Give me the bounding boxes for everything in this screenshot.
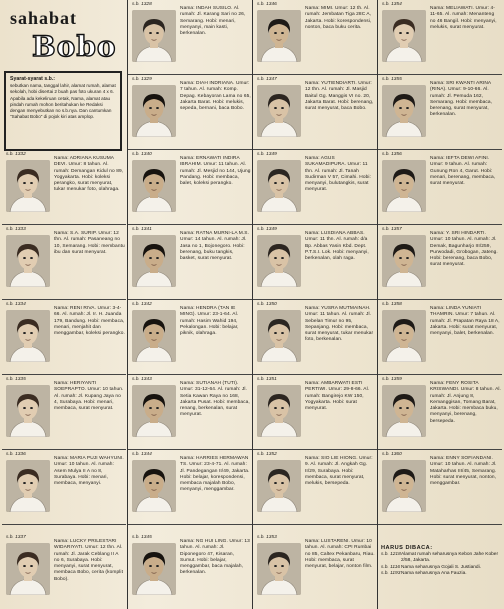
portrait-photo: [132, 385, 176, 437]
row-divider: [378, 224, 502, 225]
penpal-card: [378, 0, 502, 74]
correction-text: Nama seharusnya Gojali S. Justiandi.: [401, 564, 481, 570]
sb-number: s.b. 1352: [257, 452, 277, 457]
row-divider: [2, 449, 126, 450]
penpal-card: [253, 225, 377, 299]
sb-number: s.b. 1335: [6, 377, 26, 382]
row-divider: [128, 299, 252, 300]
penpal-details: Nama: ADRIANA KUSUMA DEVI. Umur: 8 tahun. Al. rumah: Demangan Kidul no 89, Yogyakarta. Hobi: koleksi perangko, surat menyurat, tukar menukar foto, olahraga.: [54, 156, 124, 193]
sb-number: s.b. 1349: [257, 152, 277, 157]
sb-number: s.b. 1341: [132, 227, 152, 232]
penpal-details: Nama: HERIYANTI SOEPRAPTO. Umur: 10 tahun. Al. rumah: Jl. Kupang Jaya no 4, Surabaya. Hobi: menari, membaca, surat menyurat.: [54, 381, 124, 412]
penpal-details: Nama: Y. SRI HINDARTI. Umur: 10 tahun. Al. rumah: Jl. Demak, Bagunharjo III/259, Purwodadi, Grobogan, Jateng. Hobi: berenang, baca Bobo, surat menyurat.: [430, 231, 498, 268]
penpal-details: Nama: IEFTA DEWI AFINI. Umur: 9 tahun. Al. rumah: Gunung Ron 4, Garut. Hobi: menari, berenang, membaca, surat menyurat.: [430, 156, 496, 187]
penpal-details: Nama: YUSRA MUTMAINAH. Umur: 11 tahun. Al. rumah: Jl. Sebelan Timur no 95, Sepanjang. Hobi: membaca, surat menyurat, tukar menukar foto, berkenalan.: [305, 306, 374, 343]
penpal-details: Nama: RENI RIVA. Umur: 3-4-66. Al. rumah: Jl. Ir. H. Juanda 179, Bandung. Hobi: membaca, menari, menjahit dan menggambar, koleksi perangko.: [54, 306, 125, 337]
penpal-details: Nama: LUSTARENI. Umur: 10 tahun. Al. rumah: CPI Rumbai no 85, Caltex Pekanbaru, Riau. Hobi: membaca, surat menyurat, belajar, nonton film.: [305, 539, 375, 570]
rules-box: [4, 71, 122, 151]
row-divider: [128, 374, 252, 375]
penpal-card: [128, 150, 252, 224]
correction-number: s.b. 1116: [381, 564, 401, 570]
portrait-photo-icon: [382, 85, 426, 137]
penpal-card: [378, 300, 502, 374]
penpal-card: [253, 150, 377, 224]
row-divider: [253, 224, 377, 225]
penpal-card: [128, 0, 252, 74]
row-divider: [2, 374, 126, 375]
portrait-photo: [6, 235, 50, 287]
penpal-card: [2, 225, 126, 299]
portrait-photo-icon: [382, 310, 426, 362]
row-divider: [253, 299, 377, 300]
portrait-photo: [132, 543, 176, 595]
sb-number: s.b. 1349: [257, 227, 277, 232]
sb-number: s.b. 1328: [132, 2, 152, 7]
row-divider: [2, 224, 126, 225]
penpal-card: [378, 450, 502, 524]
portrait-photo-icon: [382, 10, 426, 62]
portrait-photo-icon: [257, 310, 301, 362]
row-divider: [253, 74, 377, 75]
portrait-photo: [382, 385, 426, 437]
penpal-details: Nama: SIO LIE HIONG. Umur: 9. Al. rumah: Jl. Angkah Gg. II/29, Surabaya. Hobi: membaca, surat menyurat, melukis, bersepeda.: [305, 456, 373, 487]
sb-number: s.b. 1333: [6, 227, 26, 232]
portrait-photo: [132, 85, 176, 137]
penpal-card: [253, 533, 377, 607]
portrait-photo: [257, 235, 301, 287]
penpal-details: Nama: YUTIENDIARTI. Umur: 12 thn. Al. rumah: Jl. Masjid Baitul Gg. Manggis VI no. 20, Jakarta Barat. Hobi: berenang, surat menyurat, baca Bobo.: [305, 81, 374, 112]
portrait-photo-icon: [132, 10, 176, 62]
portrait-photo: [132, 160, 176, 212]
portrait-photo: [257, 10, 301, 62]
sb-number: s.b. 1356: [382, 152, 402, 157]
sb-number: s.b. 1345: [132, 535, 152, 540]
penpal-card: [253, 450, 377, 524]
row-divider: [378, 524, 502, 525]
harus-dibaca-box: [381, 545, 501, 607]
row-divider: [378, 74, 502, 75]
penpal-details: Nama: RATNA MURNI-LA M.S. Umur: 14 tahun. Al. rumah: Jl. Jasa no 1, Bojonegoro. Hobi: berenang, buku tangkis, basket, surat menyurat.: [180, 231, 250, 262]
portrait-photo: [6, 160, 50, 212]
portrait-photo-icon: [132, 310, 176, 362]
penpal-details: Nama: LUCKY PRILESTARI WIDARIYATI. Umur: 12 thn. Al. rumah: Jl. Jarak Ceblang II A no 6, Surabaya. Hobi: menyanyi, surat menyurat, membaca Bobo, cerita (komplit Bobo).: [54, 539, 124, 582]
sb-number: s.b. 1350: [257, 302, 277, 307]
portrait-photo-icon: [257, 10, 301, 62]
sb-number: s.b. 1334: [6, 302, 26, 307]
portrait-photo: [257, 543, 301, 595]
penpal-card: [253, 0, 377, 74]
penpal-card: [2, 450, 126, 524]
row-divider: [128, 524, 252, 525]
portrait-photo-icon: [132, 385, 176, 437]
row-divider: [128, 149, 252, 150]
row-divider: [2, 524, 126, 525]
portrait-photo-icon: [132, 460, 176, 512]
penpal-card: [378, 150, 502, 224]
row-divider: [128, 449, 252, 450]
penpal-details: Nama: AMBARWATI ESTI PERTIWI. Umur: 29-8-66. Al. rumah: Bangirejo KW 150, Yogyakarta. Hobi: surat menyurat.: [305, 381, 370, 412]
penpal-details: Nama: MIMI. Umur: 12 th. Al. rumah: Jembatan Tiga 28C A, Jakarta. Hobi: korespondensi, nonton, baca buku cerita.: [305, 6, 372, 30]
row-divider: [253, 374, 377, 375]
sb-number: s.b. 1360: [382, 452, 402, 457]
sb-number: s.b. 1343: [132, 377, 152, 382]
penpal-card: [378, 225, 502, 299]
portrait-photo: [257, 85, 301, 137]
penpal-details: Nama: SUTIANAH (TUTI). Umur: 31-12-64. Al. rumah: Jl. Setia Kawan Raya no 168, Jakarta Pusat. Hobi: membaca, renang, berkenalan, surat menyurat.: [180, 381, 250, 418]
sb-number: s.b. 1357: [382, 227, 402, 232]
row-divider: [378, 149, 502, 150]
row-divider: [253, 449, 377, 450]
portrait-photo: [382, 310, 426, 362]
portrait-photo-icon: [257, 235, 301, 287]
portrait-photo: [257, 310, 301, 362]
penpal-card: [128, 300, 252, 374]
portrait-photo-icon: [6, 310, 50, 362]
row-divider: [2, 299, 126, 300]
portrait-photo-icon: [6, 235, 50, 287]
portrait-photo: [382, 10, 426, 62]
portrait-photo: [257, 385, 301, 437]
penpal-details: Nama: ERNAWATI INDIRA IBRAHIM. Umur: 11 tahun. Al. rumah: Jl. Mesjid no 144, Ujung Pandang. Hobi: membaca, balet, koleksi perangko.: [180, 156, 251, 187]
portrait-photo-icon: [257, 385, 301, 437]
sb-number: s.b. 1358: [382, 302, 402, 307]
portrait-photo: [382, 235, 426, 287]
sb-number: s.b. 1351: [257, 377, 277, 382]
penpal-details: Nama: HENDRA (TAN IE MING). Umur: 23-1-64. Al. rumah: Hasim Wahid 194, Pekalongan. Hobi: belajar, piknik, olahraga.: [180, 306, 239, 337]
penpal-card: [2, 300, 126, 374]
penpal-details: Nama: S.A. SURIP. Umur: 12 thn. Al. rumah: Pasaneang no 10, Semarang. Hobi: membantu ibu dan surat menyurat.: [54, 231, 125, 255]
portrait-photo-icon: [257, 85, 301, 137]
penpal-details: Nama: SRI KWANTI ARINA (RINA). Umur: 9-10-66. Al. rumah: Jl. Pemuda 162, Semarang. Hobi: membaca, berenang, surat menyurat, berkenalan.: [430, 81, 493, 118]
portrait-photo-icon: [382, 385, 426, 437]
correction-row: [381, 552, 501, 564]
row-divider: [253, 149, 377, 150]
penpal-details: Nama: MARIA PUJI WAHYUNI. Umur: 10 tahun. Al. rumah: Asem Mulya II A no 8, Surabaya. Hobi: menari, membaca, menyanyi.: [54, 456, 124, 487]
sb-number: s.b. 1347: [257, 77, 277, 82]
portrait-photo-icon: [382, 160, 426, 212]
penpal-details: Nama: LINDA YUNIATI THAMRIN. Umur: 7 tahun. Al. rumah: Jl. Prapatan Raya 18 A, Jakarta. Hobi: surat menyurat, menyanyi, balet, berkenalan.: [430, 306, 500, 337]
penpal-card: [378, 75, 502, 149]
penpal-details: Nama: MELIAWATI. Umur: 4-11-65. Al. rumah: Menanteng no 46 Bangil. Hobi: menyanyi, melukis, surat menyurat.: [430, 6, 497, 30]
portrait-photo-icon: [6, 543, 50, 595]
portrait-photo: [382, 460, 426, 512]
penpal-details: Nama: ENNY SOFIANDANI. Umur: 10 tahun. Al. rumah: Jl. Mataharhas III/45, Semarang. Hobi: surat menyurat, nonton, menggambar.: [430, 456, 497, 487]
portrait-photo: [132, 310, 176, 362]
sb-number: s.b. 1359: [382, 377, 402, 382]
sb-number: s.b. 1353: [257, 535, 277, 540]
portrait-photo: [382, 85, 426, 137]
penpal-card: [128, 450, 252, 524]
sahabat-bobo-header: [2, 2, 126, 67]
penpal-card: [378, 375, 502, 449]
portrait-photo: [6, 385, 50, 437]
penpal-card: [2, 150, 126, 224]
penpal-card: [128, 75, 252, 149]
portrait-photo: [6, 543, 50, 595]
portrait-photo: [257, 460, 301, 512]
penpal-details: Nama: HARRIES HERMAWAN TS. Umur: 23-4-71. Al. rumah: Jl. Pandegangan II/49, Jakarta. Hobi: belajar, korespondensi, membaca majalah Bobo, menyanyi, menggambar.: [180, 456, 250, 493]
penpal-details: Nama: FENY ROSITA KRISWANDI. Umur: 8 tahun. Al. rumah: Jl. Anjung 8, Kemanggisan, Tomang Barat, Jakarta. Hobi: membaca buku, menyanyi, berenang, bersepeda.: [430, 381, 501, 424]
sb-number: s.b. 1336: [6, 452, 26, 457]
sb-number: s.b. 1344: [132, 452, 152, 457]
row-divider: [378, 374, 502, 375]
portrait-photo-icon: [382, 235, 426, 287]
penpal-details: Nama: AGUS SUKAMADIPURA. Umur: 11 thn. Al. rumah: Jl. Tanah Sudirman V 57, Cimahi. Hobi: menyanyi, bulutangkis, surat menyurat.: [305, 156, 371, 193]
portrait-photo-icon: [257, 160, 301, 212]
sb-number: s.b. 1355: [382, 77, 402, 82]
sb-number: s.b. 1346: [257, 2, 277, 7]
portrait-photo-icon: [132, 160, 176, 212]
portrait-photo-icon: [6, 385, 50, 437]
row-divider: [253, 524, 377, 525]
penpal-card: [2, 375, 126, 449]
correction-text: Alamat rumah seharusnya Kebon Jahe Kober 2/58, Jakarta.: [401, 552, 499, 564]
penpal-card: [2, 533, 126, 607]
penpal-card: [128, 533, 252, 607]
portrait-photo-icon: [132, 85, 176, 137]
portrait-photo-icon: [257, 460, 301, 512]
portrait-photo: [6, 310, 50, 362]
row-divider: [378, 449, 502, 450]
penpal-card: [253, 75, 377, 149]
portrait-photo-icon: [6, 460, 50, 512]
correction-number: s.b. 1193: [381, 570, 401, 576]
correction-number: s.b. 1218: [381, 552, 401, 558]
portrait-photo-icon: [382, 460, 426, 512]
header-title-line1: sahabat: [10, 8, 78, 28]
portrait-photo-icon: [132, 235, 176, 287]
penpal-card: [253, 375, 377, 449]
sb-number: s.b. 1340: [132, 152, 152, 157]
portrait-photo: [6, 460, 50, 512]
portrait-photo: [132, 10, 176, 62]
penpal-card: [128, 375, 252, 449]
penpal-card: [253, 300, 377, 374]
penpal-details: Nama: INDAH SUSILO. Al. rumah: Jl. Karang Sari no 26, Semarang. Hobi: menari, menyanyi, main kasti, berkenalan.: [180, 6, 246, 37]
penpal-details: Nama: DIAH INDRIANA. Umur: 7 tahun. Al. rumah: Komp. Depag. Kebayoran Lama no 65, Jakarta Barat. Hobi: melukis, sepeda, bernani, baca Bobo.: [180, 81, 251, 112]
correction-row: [381, 571, 501, 577]
harus-dibaca-title: HARUS DIBACA:: [381, 545, 433, 551]
row-divider: [378, 299, 502, 300]
penpal-details: Nama: LUSDIANA ABBAS. Umur: 11 thn. Al. rumah: d/a Bp. Abbas Yasin Kbd. Dept. P.T.S.I. Lok. Hobi: menyanyi, berkenalan, olah raga.: [305, 231, 369, 262]
header-title-line2: Bobo: [32, 30, 117, 63]
sb-number: s.b. 1342: [132, 302, 152, 307]
row-divider: [128, 224, 252, 225]
sb-number: s.b. 1354: [382, 2, 402, 7]
rules-title: Syarat-syarat s.b.:: [10, 76, 55, 82]
portrait-photo: [382, 160, 426, 212]
portrait-photo-icon: [6, 160, 50, 212]
portrait-photo: [257, 160, 301, 212]
portrait-photo: [132, 460, 176, 512]
row-divider: [128, 74, 252, 75]
penpal-card: [128, 225, 252, 299]
correction-text: Nama seharusnya Ana Fauzia.: [401, 570, 467, 576]
portrait-photo-icon: [257, 543, 301, 595]
penpal-details: Nama: NG HUI LING. Umur: 13 tahun. Al. rumah: Jl. Diponegoro 47, Kisaran, Sumut. Hobi: belajar, menggambar, baca majalah, berkenalan.: [180, 539, 250, 576]
portrait-photo-icon: [132, 543, 176, 595]
sb-number: s.b. 1337: [6, 535, 26, 540]
sb-number: s.b. 1332: [6, 152, 26, 157]
rules-body: sebutkan nama, tanggal lahir, alamat rumah, alamat sekolah, hobi disertai 2 buah pas foto ukuran 4 x 6. Apabila ada kekeliruan cetak, Nama, alamat atau pindah rumah mohon beritahukan ke Redaksi dengan menyebutkan no s.b.nya. Dan cantumkan "Sahabat Bobo" di pojok kiri atas amplop.: [10, 83, 116, 120]
portrait-photo: [132, 235, 176, 287]
sb-number: s.b. 1329: [132, 77, 152, 82]
